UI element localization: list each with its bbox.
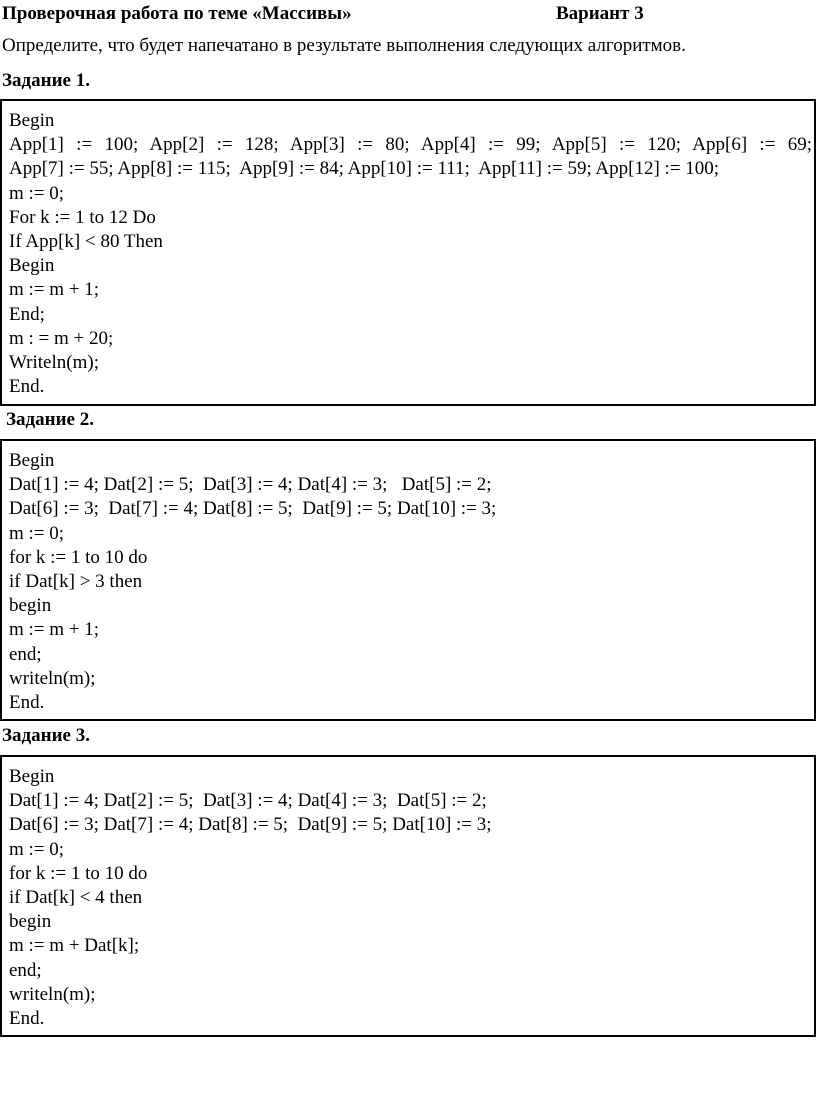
code-line: Begin [9, 110, 55, 131]
code-line: if Dat[k] < 4 then [9, 886, 143, 908]
task-1-code-box [0, 99, 816, 406]
code-line: Writeln(m); [9, 351, 99, 373]
code-line: App[7] := 55; App[8] := 115; App[9] := 84; App[10] := 111; App[11] := 59; App[12] := 100; [9, 158, 720, 180]
code-line: Dat[1] := 4; Dat[2] := 5; Dat[3] := 4; Dat[4] := 3; Dat[5] := 2; [9, 474, 492, 496]
code-line: End. [9, 1007, 45, 1029]
code-line: m := 0; [9, 522, 65, 544]
code-line: If App[k] < 80 Then [9, 230, 163, 252]
code-line: For k := 1 to 12 Do [9, 206, 156, 228]
task-1-heading: Задание 1. [2, 70, 90, 91]
code-line: m : = m + 20; [9, 327, 114, 349]
variant-label: Вариант 3 [556, 3, 644, 24]
code-line: m := m + Dat[k]; [9, 935, 140, 957]
code-line: begin [9, 911, 52, 933]
code-line: Begin [9, 255, 55, 277]
task-3-heading: Задание 3. [2, 725, 90, 746]
code-line: Dat[1] := 4; Dat[2] := 5; Dat[3] := 4; Dat[4] := 3; Dat[5] := 2; [9, 790, 487, 812]
code-line: m := m + 1; [9, 619, 100, 641]
code-line: writeln(m); [9, 667, 96, 689]
task-2-code-box [0, 439, 816, 721]
code-line: End; [9, 303, 45, 325]
code-line: end; [9, 643, 42, 665]
code-line: Begin [9, 766, 55, 787]
code-line: m := 0; [9, 838, 65, 860]
code-line: m := m + 1; [9, 279, 100, 301]
instructions: Определите, что будет напечатано в результате выполнения следующих алгоритмов. [2, 35, 686, 56]
code-line: begin [9, 595, 52, 617]
task-3-code-box [0, 755, 816, 1037]
page-header [0, 3, 816, 29]
code-line: m := 0; [9, 182, 65, 204]
code-line: App[1] := 100; App[2] := 128; App[3] := 80; App[4] := 99; App[5] := 120; App[6] := 69; [9, 134, 812, 156]
code-line: for k := 1 to 10 do [9, 546, 148, 568]
worksheet-title: Проверочная работа по теме «Массивы» [2, 3, 352, 24]
code-line: end; [9, 959, 42, 981]
code-line: End. [9, 691, 45, 713]
code-line: Dat[6] := 3; Dat[7] := 4; Dat[8] := 5; Dat[9] := 5; Dat[10] := 3; [9, 498, 497, 520]
code-line: Dat[6] := 3; Dat[7] := 4; Dat[8] := 5; Dat[9] := 5; Dat[10] := 3; [9, 814, 492, 836]
code-line: Begin [9, 450, 55, 471]
task-2-heading: Задание 2. [6, 409, 94, 430]
code-line: writeln(m); [9, 983, 96, 1005]
code-line: for k := 1 to 10 do [9, 862, 148, 884]
code-line: End. [9, 376, 45, 398]
code-line: if Dat[k] > 3 then [9, 570, 143, 592]
